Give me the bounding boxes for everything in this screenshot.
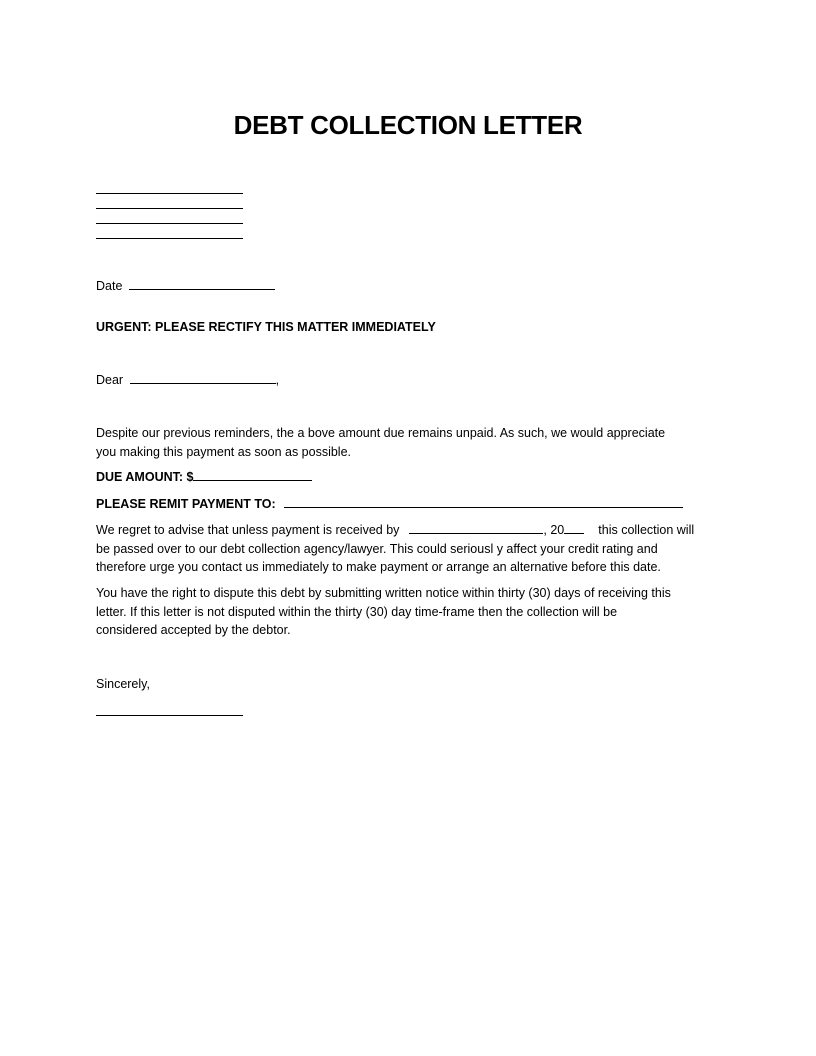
address-line-1 [96, 193, 243, 194]
warning-line-2: be passed over to our debt collection agency/lawyer. This could seriousl y affect your credit rating and [96, 541, 658, 556]
warning-paragraph [96, 521, 720, 577]
remit-address-blank [284, 495, 683, 508]
salutation-comma: , [275, 373, 280, 387]
salutation-label: Dear [96, 373, 124, 387]
recipient-name-blank [130, 371, 276, 384]
address-line-4 [96, 238, 243, 239]
due-amount-row [96, 468, 312, 486]
warning-line-1-end: this collection will [598, 523, 695, 537]
warning-line-3: therefore urge you contact us immediately to make payment or arrange an alternative before this date. [96, 560, 661, 575]
due-amount-blank [193, 468, 312, 481]
dispute-line-3: considered accepted by the debtor. [96, 623, 291, 638]
signature-line [96, 715, 243, 716]
reminder-paragraph [96, 424, 720, 461]
warning-year-label: , 20 [543, 523, 565, 537]
reminder-line-1: Despite our previous reminders, the a bove amount due remains unpaid. As such, we would appreciate [96, 426, 666, 440]
dispute-line-2: letter. If this letter is not disputed within the thirty (30) day time-frame then the collection will be [96, 604, 618, 619]
address-line-2 [96, 208, 243, 209]
dispute-paragraph [96, 584, 720, 640]
remit-payment-row [96, 495, 683, 513]
closing: Sincerely, [96, 677, 150, 691]
date-blank [129, 277, 275, 290]
year-blank [564, 521, 584, 534]
due-amount-label: DUE AMOUNT: $ [96, 470, 194, 484]
date-row [96, 277, 275, 295]
reminder-line-2: you making this payment as soon as possible. [96, 444, 351, 459]
page-title: DEBT COLLECTION LETTER [233, 110, 583, 140]
address-line-3 [96, 223, 243, 224]
payment-date-blank [409, 521, 543, 534]
warning-line-1-start: We regret to advise that unless payment is received by [96, 523, 400, 537]
date-label: Date [96, 279, 123, 293]
urgent-heading: URGENT: PLEASE RECTIFY THIS MATTER IMMEDIATELY [96, 320, 436, 334]
warning-line-1 [96, 521, 720, 540]
salutation-row [96, 371, 279, 389]
dispute-line-1: You have the right to dispute this debt by submitting written notice within thirty (30) days of receiving this [96, 586, 671, 600]
remit-payment-label: PLEASE REMIT PAYMENT TO: [96, 497, 276, 511]
